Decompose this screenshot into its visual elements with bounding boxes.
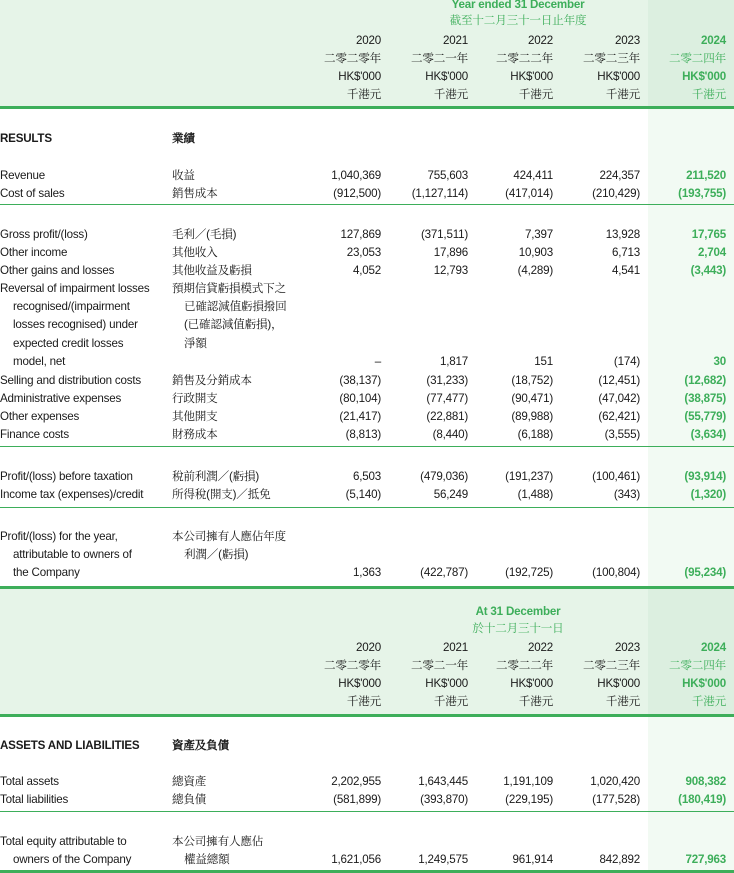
table-cell: (1,127,114) (411, 187, 468, 200)
table-cell: (55,779) (684, 410, 726, 423)
unit-header: HK$'000 (338, 677, 381, 690)
table-cell: 908,382 (685, 775, 726, 788)
table-cell: (62,421) (598, 410, 640, 423)
table-cell: (479,036) (420, 470, 468, 483)
table-cell: 23,053 (346, 246, 381, 259)
table-cell: (18,752) (511, 374, 553, 387)
row-label: model, net (13, 354, 66, 368)
row-label: recognised/(impairment (13, 300, 130, 314)
results-period-title-cn: 截至十二月三十一日止年度 (449, 14, 587, 27)
row-label: Other income (0, 246, 68, 259)
year-header-cn: 二零二四年 (669, 659, 726, 672)
year-header-cn: 二零二四年 (669, 52, 726, 65)
table-cell: (47,042) (598, 392, 640, 405)
year-header-cn: 二零二零年 (324, 52, 381, 65)
table-cell: (193,755) (678, 187, 726, 200)
year-header-cn: 二零二一年 (411, 52, 468, 65)
year-header: 2021 (443, 34, 468, 47)
year-header-cn: 二零二二年 (496, 659, 553, 672)
assets-section-title: ASSETS AND LIABILITIES (0, 739, 140, 752)
table-cell: 755,603 (427, 169, 468, 182)
rule (0, 446, 734, 447)
row-label-cn: 財務成本 (172, 428, 218, 441)
unit-header-cn: 千港元 (346, 695, 381, 708)
results-section-title: RESULTS (0, 132, 52, 145)
unit-header-cn: 千港元 (518, 695, 553, 708)
row-label: Total equity attributable to (0, 835, 127, 848)
table-cell: 4,541 (611, 264, 640, 277)
table-cell: (100,804) (592, 566, 640, 580)
row-label-cn: 本公司擁有人應佔 (172, 835, 264, 848)
table-cell: (31,233) (426, 374, 468, 387)
row-label-cn: 收益 (172, 169, 195, 182)
unit-header: HK$'000 (510, 70, 553, 83)
table-cell: 30 (713, 354, 726, 368)
year-header-cn: 二零二一年 (411, 659, 468, 672)
year-header: 2020 (356, 34, 381, 47)
table-cell: (174) (613, 354, 640, 368)
unit-header-cn: 千港元 (605, 695, 640, 708)
table-cell: (12,682) (684, 374, 726, 387)
table-cell: 424,411 (513, 169, 553, 182)
table-cell: (581,899) (333, 793, 381, 806)
row-label-cn: 稅前利潤／(虧損) (172, 470, 260, 483)
table-cell: (3,555) (604, 428, 640, 441)
assets-period-title: At 31 December (475, 605, 561, 618)
table-cell: (1,320) (690, 488, 726, 501)
table-cell: (3,443) (690, 264, 726, 277)
table-cell: 17,896 (433, 246, 468, 259)
unit-header: HK$'000 (597, 70, 640, 83)
unit-header-cn: 千港元 (691, 695, 726, 708)
unit-header: HK$'000 (425, 677, 468, 690)
row-label-cn: 權益總額 (184, 853, 230, 867)
table-cell: (1,488) (517, 488, 553, 501)
table-cell: (912,500) (333, 187, 381, 200)
row-label-cn: 其他收益及虧損 (172, 264, 252, 277)
table-cell: (8,813) (345, 428, 381, 441)
row-label: Gross profit/(loss) (0, 228, 88, 241)
row-label-cn: 總資產 (172, 775, 207, 788)
table-cell: 6,503 (352, 470, 381, 483)
table-cell: 727,963 (685, 853, 726, 867)
table-cell: 961,914 (512, 853, 553, 867)
year-header-cn: 二零二零年 (324, 659, 381, 672)
year-header-cn: 二零二二年 (496, 52, 553, 65)
assets-period-title-cn: 於十二月三十一日 (472, 622, 564, 635)
row-label-cn: 其他開支 (172, 410, 218, 423)
unit-header-cn: 千港元 (605, 88, 640, 101)
divider (0, 586, 734, 589)
row-label: owners of the Company (13, 853, 132, 867)
table-cell: (100,461) (592, 470, 640, 483)
row-label-cn: 利潤／(虧損) (184, 548, 249, 562)
row-label-cn: 行政開支 (172, 392, 218, 405)
row-label: Selling and distribution costs (0, 374, 141, 387)
row-label: Administrative expenses (0, 392, 122, 405)
row-label: Income tax (expenses)/credit (0, 488, 144, 501)
rule (0, 811, 734, 812)
table-cell: (210,429) (592, 187, 640, 200)
table-cell: (8,440) (432, 428, 468, 441)
table-cell: 17,765 (691, 228, 726, 241)
table-cell: (4,289) (517, 264, 553, 277)
table-cell: 56,249 (433, 488, 468, 501)
row-label-cn: 毛利／(毛損) (172, 228, 237, 241)
row-label: Finance costs (0, 428, 69, 441)
row-label-cn: 其他收入 (172, 246, 218, 259)
row-label: Cost of sales (0, 187, 65, 200)
table-cell: 1,643,445 (418, 775, 468, 788)
row-label: Other gains and losses (0, 264, 115, 277)
table-cell: 1,191,109 (503, 775, 553, 788)
table-cell: – (374, 354, 381, 368)
table-cell: (422,787) (420, 566, 468, 580)
table-cell: (393,870) (420, 793, 468, 806)
table-cell: 2,202,955 (331, 775, 381, 788)
year-header: 2021 (443, 641, 468, 654)
year-header: 2022 (528, 34, 553, 47)
table-cell: (93,914) (684, 470, 726, 483)
table-cell: 224,357 (599, 169, 640, 182)
row-label: Total liabilities (0, 793, 69, 806)
row-label-cn: 銷售成本 (172, 187, 218, 200)
table-cell: (343) (613, 488, 640, 501)
table-cell: 2,704 (697, 246, 726, 259)
table-cell: (191,237) (505, 470, 553, 483)
year-header: 2022 (528, 641, 553, 654)
year-header: 2023 (615, 641, 640, 654)
row-label: Total assets (0, 775, 59, 788)
row-label: Profit/(loss) before taxation (0, 470, 133, 483)
row-label-cn: 已確認減值虧損撥回 (184, 300, 287, 314)
table-cell: 1,363 (352, 566, 381, 580)
table-cell: (89,988) (511, 410, 553, 423)
unit-header-cn: 千港元 (518, 88, 553, 101)
row-label-cn: 總負債 (172, 793, 207, 806)
table-cell: (6,188) (517, 428, 553, 441)
year-header: 2024 (701, 34, 726, 47)
table-cell: (3,634) (690, 428, 726, 441)
row-label-cn: 銷售及分銷成本 (172, 374, 252, 387)
table-cell: 1,249,575 (418, 853, 468, 867)
row-label-cn: (已確認減值虧損)， (184, 318, 283, 332)
table-cell: (417,014) (505, 187, 553, 200)
unit-header: HK$'000 (682, 70, 726, 83)
row-label: Other expenses (0, 410, 80, 423)
row-label-cn: 淨額 (184, 336, 207, 350)
table-cell: (38,137) (339, 374, 381, 387)
table-cell: 1,817 (439, 354, 468, 368)
divider (0, 714, 734, 717)
row-label-cn: 預期信貸虧損模式下之 (172, 282, 286, 295)
unit-header-cn: 千港元 (691, 88, 726, 101)
table-cell: (95,234) (684, 566, 726, 580)
unit-header-cn: 千港元 (433, 695, 468, 708)
table-cell: 127,869 (340, 228, 381, 241)
table-cell: (77,477) (426, 392, 468, 405)
row-label: the Company (13, 566, 80, 580)
table-cell: 1,040,369 (331, 169, 381, 182)
table-cell: (38,875) (684, 392, 726, 405)
table-cell: 13,928 (605, 228, 640, 241)
table-cell: 842,892 (599, 853, 640, 867)
rule (0, 204, 734, 205)
assets-section-title-cn: 資產及負債 (172, 739, 229, 752)
row-label: attributable to owners of (13, 548, 132, 562)
year-header: 2023 (615, 34, 640, 47)
table-cell: (180,419) (678, 793, 726, 806)
row-label-cn: 所得稅(開支)／抵免 (172, 488, 271, 501)
unit-header: HK$'000 (425, 70, 468, 83)
row-label: Profit/(loss) for the year, (0, 530, 118, 543)
row-label: losses recognised) under (13, 318, 138, 332)
table-cell: 10,903 (518, 246, 553, 259)
table-cell: 4,052 (352, 264, 381, 277)
unit-header: HK$'000 (338, 70, 381, 83)
table-cell: 1,621,056 (331, 853, 381, 867)
year-header-cn: 二零二三年 (583, 52, 640, 65)
row-label: expected credit losses (13, 336, 124, 350)
table-cell: (371,511) (421, 228, 468, 241)
row-label: Revenue (0, 169, 46, 182)
divider (0, 106, 734, 109)
year-header-cn: 二零二三年 (583, 659, 640, 672)
table-cell: 151 (534, 354, 553, 368)
table-cell: 1,020,420 (590, 775, 640, 788)
table-cell: (177,528) (592, 793, 640, 806)
table-cell: (90,471) (511, 392, 553, 405)
year-header: 2020 (356, 641, 381, 654)
table-cell: (192,725) (505, 566, 553, 580)
table-cell: (80,104) (339, 392, 381, 405)
table-cell: 211,520 (686, 169, 726, 182)
table-cell: (229,195) (505, 793, 553, 806)
results-period-title: Year ended 31 December (451, 0, 585, 11)
table-cell: 12,793 (433, 264, 468, 277)
table-cell: 7,397 (524, 228, 553, 241)
unit-header: HK$'000 (510, 677, 553, 690)
year-header: 2024 (701, 641, 726, 654)
table-cell: (5,140) (345, 488, 381, 501)
table-cell: (21,417) (339, 410, 381, 423)
unit-header: HK$'000 (682, 677, 726, 690)
unit-header-cn: 千港元 (346, 88, 381, 101)
table-cell: 6,713 (611, 246, 640, 259)
unit-header-cn: 千港元 (433, 88, 468, 101)
row-label: Reversal of impairment losses (0, 282, 150, 295)
row-label-cn: 本公司擁有人應佔年度 (172, 530, 286, 543)
table-cell: (22,881) (426, 410, 468, 423)
rule (0, 507, 734, 508)
results-section-title-cn: 業績 (172, 132, 195, 145)
table-cell: (12,451) (598, 374, 640, 387)
unit-header: HK$'000 (597, 677, 640, 690)
